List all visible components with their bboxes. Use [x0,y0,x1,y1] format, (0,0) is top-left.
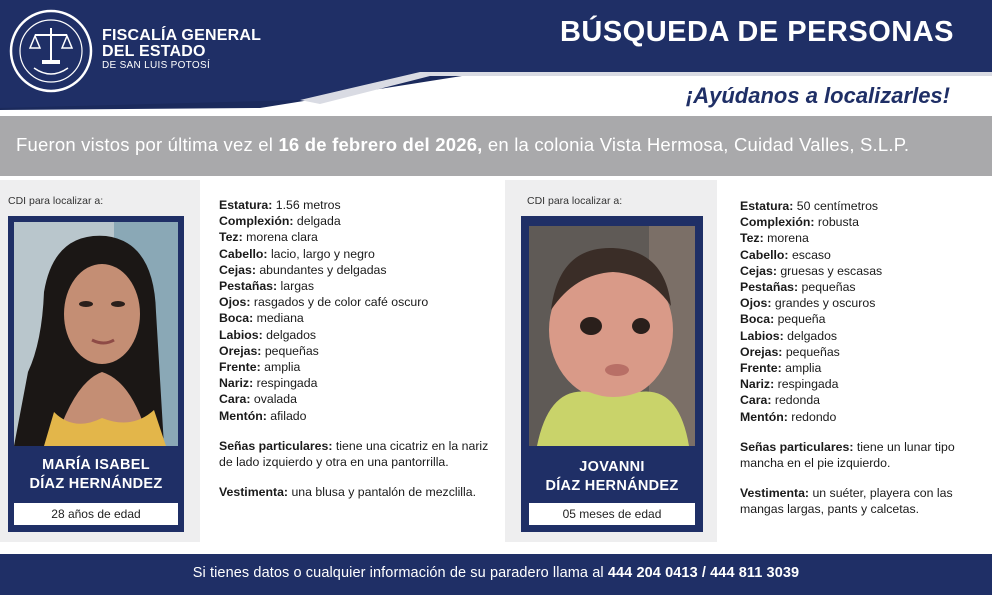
trait-row: Cara: ovalada [219,392,297,407]
trait-row: Complexión: delgada [219,214,341,229]
person-name-1-line1: MARÍA ISABEL [42,457,150,473]
cdi-label-2: CDI para localizar a: [527,195,623,207]
trait-row: Orejas: pequeñas [219,343,319,358]
trait-row: Boca: pequeña [740,312,826,327]
person-name-2 [521,458,703,496]
person-name-2-line2: DÍAZ HERNÁNDEZ [545,478,679,494]
senas-particulares-2: Señas particulares: tiene un lunar tipo mancha en el pie izquierdo. [740,439,955,471]
institution-line1: FISCALÍA GENERAL [102,27,262,44]
page-subtitle: ¡Ayúdanos a localizarles! [685,83,950,108]
last-seen-date: 16 de febrero del 2026, [278,134,483,155]
person-name-1 [14,456,178,494]
cdi-label-1: CDI para localizar a: [8,195,104,207]
person-age-2: 05 meses de edad [529,503,695,525]
trait-row: Tez: morena [740,231,809,246]
page-title: BÚSQUEDA DE PERSONAS [559,16,954,48]
person-name-1-line2: DÍAZ HERNÁNDEZ [29,476,163,492]
trait-row: Pestañas: largas [219,279,315,294]
trait-row: Ojos: rasgados y de color café oscuro [219,295,429,310]
institution-line3: DE SAN LUIS POTOSÍ [102,60,211,71]
trait-row: Cabello: lacio, largo y negro [219,246,375,261]
trait-row: Cabello: escaso [740,247,831,262]
footer-phones[interactable]: 444 204 0413 / 444 811 3039 [607,565,800,581]
trait-row: Labios: delgados [219,327,317,342]
trait-row: Estatura: 50 centímetros [740,199,879,213]
trait-row: Cara: redonda [740,393,821,408]
trait-row: Cejas: abundantes y delgadas [219,262,387,277]
justice-scales-seal-icon [8,8,94,94]
trait-row: Tez: morena clara [219,230,318,245]
vestimenta-1: Vestimenta: una blusa y pantalón de mezclilla. [219,485,477,500]
last-seen-location: en la colonia Vista Hermosa, Cuidad Valles, S.L.P. [487,134,910,155]
trait-row: Mentón: afilado [219,408,307,423]
trait-row: Frente: amplia [219,360,301,375]
last-seen-text [16,134,909,156]
person-photo-2 [529,226,695,446]
trait-row: Complexión: robusta [740,215,859,230]
person-photo-1 [14,222,178,446]
trait-row: Labios: delgados [740,328,838,343]
institution-name [102,28,261,72]
trait-row: Estatura: 1.56 metros [219,198,341,212]
footer-contact [0,565,992,581]
footer-text: Si tienes datos o cualquier información de su paradero llama al [192,565,604,581]
person-age-1: 28 años de edad [14,503,178,525]
trait-row: Pestañas: pequeñas [740,280,856,295]
trait-row: Mentón: redondo [740,409,837,424]
person-name-2-line1: JOVANNI [579,459,645,475]
person-details-2 [740,198,980,518]
person-details-1 [219,197,489,500]
trait-row: Cejas: gruesas y escasas [740,263,883,278]
trait-row: Frente: amplia [740,361,822,376]
senas-particulares-1: Señas particulares: tiene una cicatriz en la nariz de lado izquierdo y otra en una pantorrilla. [219,438,489,470]
trait-row: Nariz: respingada [219,376,318,391]
trait-row: Nariz: respingada [740,377,839,392]
trait-row: Orejas: pequeñas [740,344,840,359]
trait-row: Ojos: grandes y oscuros [740,296,876,311]
last-seen-prefix: Fueron vistos por última vez el [16,134,274,155]
vestimenta-2: Vestimenta: un suéter, playera con las mangas largas, pants y calcetas. [740,486,953,517]
institution-line2: DEL ESTADO [102,43,206,60]
trait-row: Boca: mediana [219,311,304,326]
